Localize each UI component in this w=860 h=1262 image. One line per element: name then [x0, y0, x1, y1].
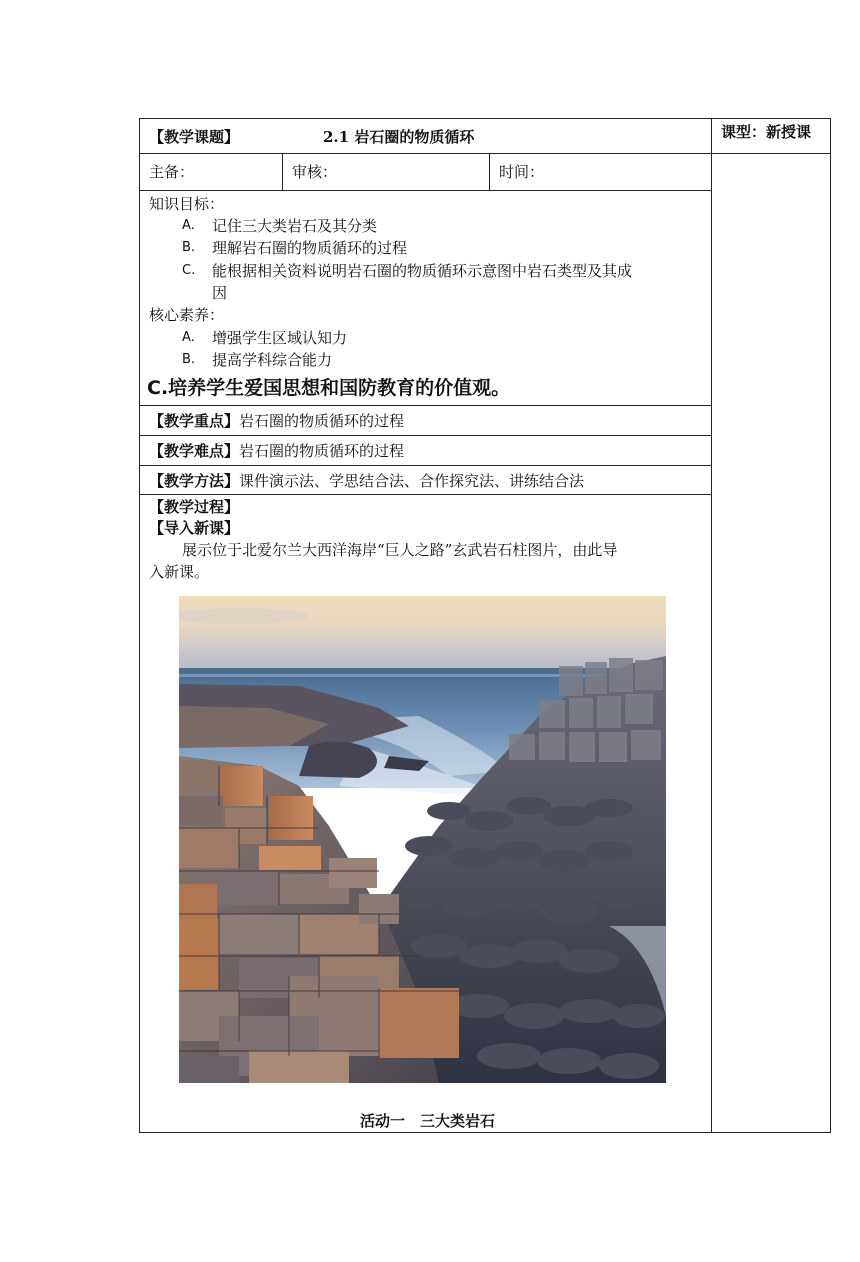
key-point-label: 【教学重点】 — [149, 412, 240, 430]
intro-label: 【导入新课】 — [149, 519, 240, 537]
lesson-type: 课型：新授课 — [721, 123, 812, 141]
knowledge-label: 知识目标： — [149, 195, 225, 213]
core-item-b: 提高学科综合能力 — [212, 351, 333, 369]
table-border-right — [830, 118, 831, 1133]
knowledge-item-c-cont: 因 — [212, 284, 228, 302]
core-item-c: C.培养学生爱国思想和国防教育的价值观。 — [147, 377, 511, 399]
table-rule-2 — [139, 190, 711, 191]
difficulty-label: 【教学难点】 — [149, 442, 240, 460]
difficulty-row — [149, 441, 404, 461]
activity-title: 活动一 三大类岩石 — [360, 1112, 496, 1130]
knowledge-item-a-letter: A. — [182, 218, 195, 233]
intro-line-2: 入新课。 — [149, 563, 210, 581]
meta-divider-2 — [489, 153, 490, 190]
table-border-left — [139, 118, 140, 1133]
core-item-a: 增强学生区域认知力 — [212, 329, 348, 347]
table-border-top — [139, 118, 831, 119]
intro-line-1: 展示位于北爱尔兰大西洋海岸“巨人之路”玄武岩石柱图片，由此导 — [182, 541, 618, 559]
topic-title: 2.1 岩石圈的物质循环 — [323, 128, 475, 146]
table-rule-3 — [139, 405, 711, 406]
knowledge-item-c: 能根据相关资料说明岩石圈的物质循环示意图中岩石类型及其成 — [212, 262, 633, 280]
key-point-row — [149, 411, 404, 431]
method-row — [149, 471, 584, 491]
process-label: 【教学过程】 — [149, 498, 240, 516]
core-item-b-letter: B. — [182, 352, 196, 367]
knowledge-item-c-letter: C. — [182, 263, 196, 278]
method-text: 课件演示法、学思结合法、合作探究法、讲练结合法 — [239, 472, 585, 490]
table-rule-4 — [139, 435, 711, 436]
core-item-a-letter: A. — [182, 330, 195, 345]
knowledge-item-b: 理解岩石圈的物质循环的过程 — [212, 239, 408, 257]
core-label: 核心素养： — [149, 306, 225, 324]
topic-label: 【教学课题】 — [149, 128, 240, 146]
key-point-text: 岩石圈的物质循环的过程 — [239, 412, 405, 430]
meta-divider-1 — [282, 153, 283, 190]
difficulty-text: 岩石圈的物质循环的过程 — [239, 442, 405, 460]
table-border-bottom — [139, 1132, 831, 1133]
method-label: 【教学方法】 — [149, 472, 240, 490]
basalt-columns-photo — [179, 596, 666, 1083]
author-field: 主备： — [149, 163, 195, 181]
table-rule-6 — [139, 494, 711, 495]
table-rule-1 — [139, 153, 831, 154]
time-field: 时间： — [499, 163, 545, 181]
table-rule-5 — [139, 465, 711, 466]
reviewer-field: 审核： — [292, 163, 338, 181]
knowledge-item-a: 记住三大类岩石及其分类 — [212, 217, 378, 235]
knowledge-item-b-letter: B. — [182, 240, 196, 255]
table-divider-main — [711, 118, 712, 1133]
